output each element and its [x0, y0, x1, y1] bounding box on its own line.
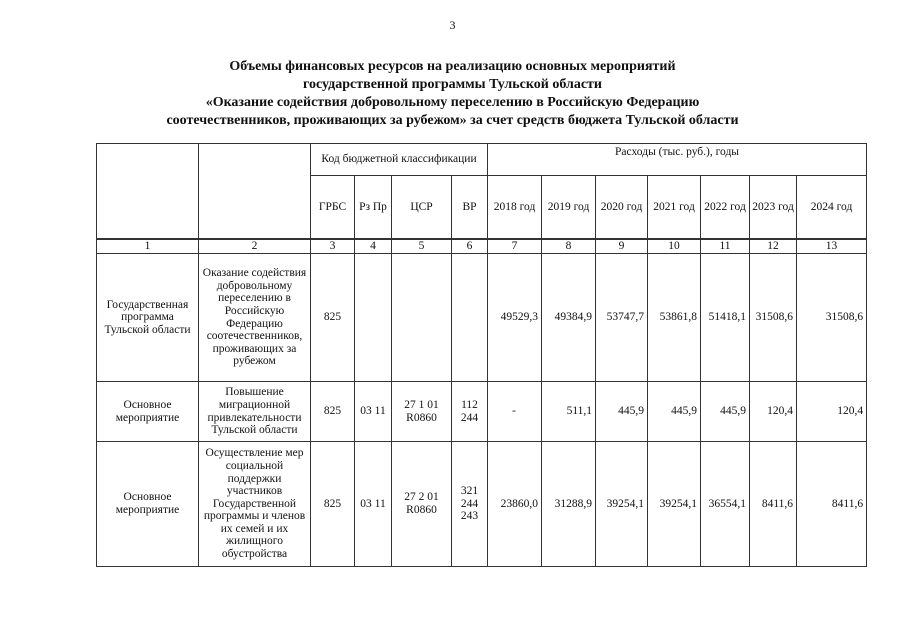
title-line-4: соотечественников, проживающих за рубежом» за счет средств бюджета Тульской области: [166, 113, 739, 128]
row-y2020: 445,9: [596, 382, 648, 442]
header-empty-1: [97, 144, 199, 240]
row-name: Оказание содействия добровольному переселению в Российскую Федерацию соотечественников, проживающих за рубежом: [199, 254, 311, 382]
row-type: Государственная программа Тульской области: [97, 254, 199, 382]
header-empty-2: [199, 144, 311, 240]
row-y2018: 49529,3: [488, 254, 542, 382]
row-vr: 112 244: [452, 382, 488, 442]
row-y2022: 36554,1: [701, 442, 750, 567]
row-vr: 321 244 243: [452, 442, 488, 567]
row-y2024: 120,4: [797, 382, 867, 442]
column-number: 11: [701, 239, 750, 254]
row-y2019: 31288,9: [542, 442, 596, 567]
row-type: Основное мероприятие: [97, 382, 199, 442]
column-number: 13: [797, 239, 867, 254]
header-year-2019: 2019 год: [542, 176, 596, 240]
row-y2019: 49384,9: [542, 254, 596, 382]
title-line-3: «Оказание содействия добровольному переселению в Российскую Федерацию: [205, 95, 700, 110]
row-name: Осуществление мер социальной поддержки участников Государственной программы и членов их семей и их жилищного обустройства: [199, 442, 311, 567]
row-y2020: 39254,1: [596, 442, 648, 567]
row-rzpr: 03 11: [355, 442, 392, 567]
header-grbs: ГРБС: [311, 176, 355, 240]
header-year-2022: 2022 год: [701, 176, 750, 240]
column-number: 8: [542, 239, 596, 254]
row-y2023: 120,4: [750, 382, 797, 442]
header-year-2018: 2018 год: [488, 176, 542, 240]
row-y2019: 511,1: [542, 382, 596, 442]
header-year-2020: 2020 год: [596, 176, 648, 240]
header-expenses-group: Расходы (тыс. руб.), годы: [488, 144, 867, 176]
financing-table: [96, 143, 867, 567]
column-number: 12: [750, 239, 797, 254]
document-title: [60, 58, 845, 130]
header-rzpr: Рз Пр: [355, 176, 392, 240]
row-y2018: -: [488, 382, 542, 442]
column-number: 10: [648, 239, 701, 254]
title-line-2: государственной программы Тульской области: [303, 77, 602, 92]
row-rzpr: 03 11: [355, 382, 392, 442]
row-grbs: 825: [311, 254, 355, 382]
column-number: 7: [488, 239, 542, 254]
row-vr: [452, 254, 488, 382]
row-grbs: 825: [311, 442, 355, 567]
table-row: [97, 382, 867, 442]
column-number: 5: [392, 239, 452, 254]
title-line-1: Объемы финансовых ресурсов на реализацию основных мероприятий: [229, 59, 676, 74]
column-number-row: [97, 239, 867, 254]
row-y2020: 53747,7: [596, 254, 648, 382]
row-y2024: 31508,6: [797, 254, 867, 382]
row-y2023: 31508,6: [750, 254, 797, 382]
table-row: [97, 442, 867, 567]
row-csr: [392, 254, 452, 382]
column-number: 9: [596, 239, 648, 254]
row-type: Основное мероприятие: [97, 442, 199, 567]
row-y2023: 8411,6: [750, 442, 797, 567]
row-y2022: 51418,1: [701, 254, 750, 382]
row-rzpr: [355, 254, 392, 382]
page-number: 3: [449, 18, 456, 32]
table-row: [97, 254, 867, 382]
row-y2021: 39254,1: [648, 442, 701, 567]
column-number: 1: [97, 239, 199, 254]
row-grbs: 825: [311, 382, 355, 442]
header-year-2023: 2023 год: [750, 176, 797, 240]
row-csr: 27 1 01 R0860: [392, 382, 452, 442]
column-number: 2: [199, 239, 311, 254]
header-code-group: Код бюджетной классификации: [311, 144, 488, 176]
row-csr: 27 2 01 R0860: [392, 442, 452, 567]
header-year-2021: 2021 год: [648, 176, 701, 240]
row-y2022: 445,9: [701, 382, 750, 442]
row-y2021: 53861,8: [648, 254, 701, 382]
row-y2018: 23860,0: [488, 442, 542, 567]
header-csr: ЦСР: [392, 176, 452, 240]
column-number: 4: [355, 239, 392, 254]
column-number: 3: [311, 239, 355, 254]
header-vr: ВР: [452, 176, 488, 240]
column-number: 6: [452, 239, 488, 254]
row-y2021: 445,9: [648, 382, 701, 442]
header-year-2024: 2024 год: [797, 176, 867, 240]
row-name: Повышение миграционной привлекательности Тульской области: [199, 382, 311, 442]
row-y2024: 8411,6: [797, 442, 867, 567]
